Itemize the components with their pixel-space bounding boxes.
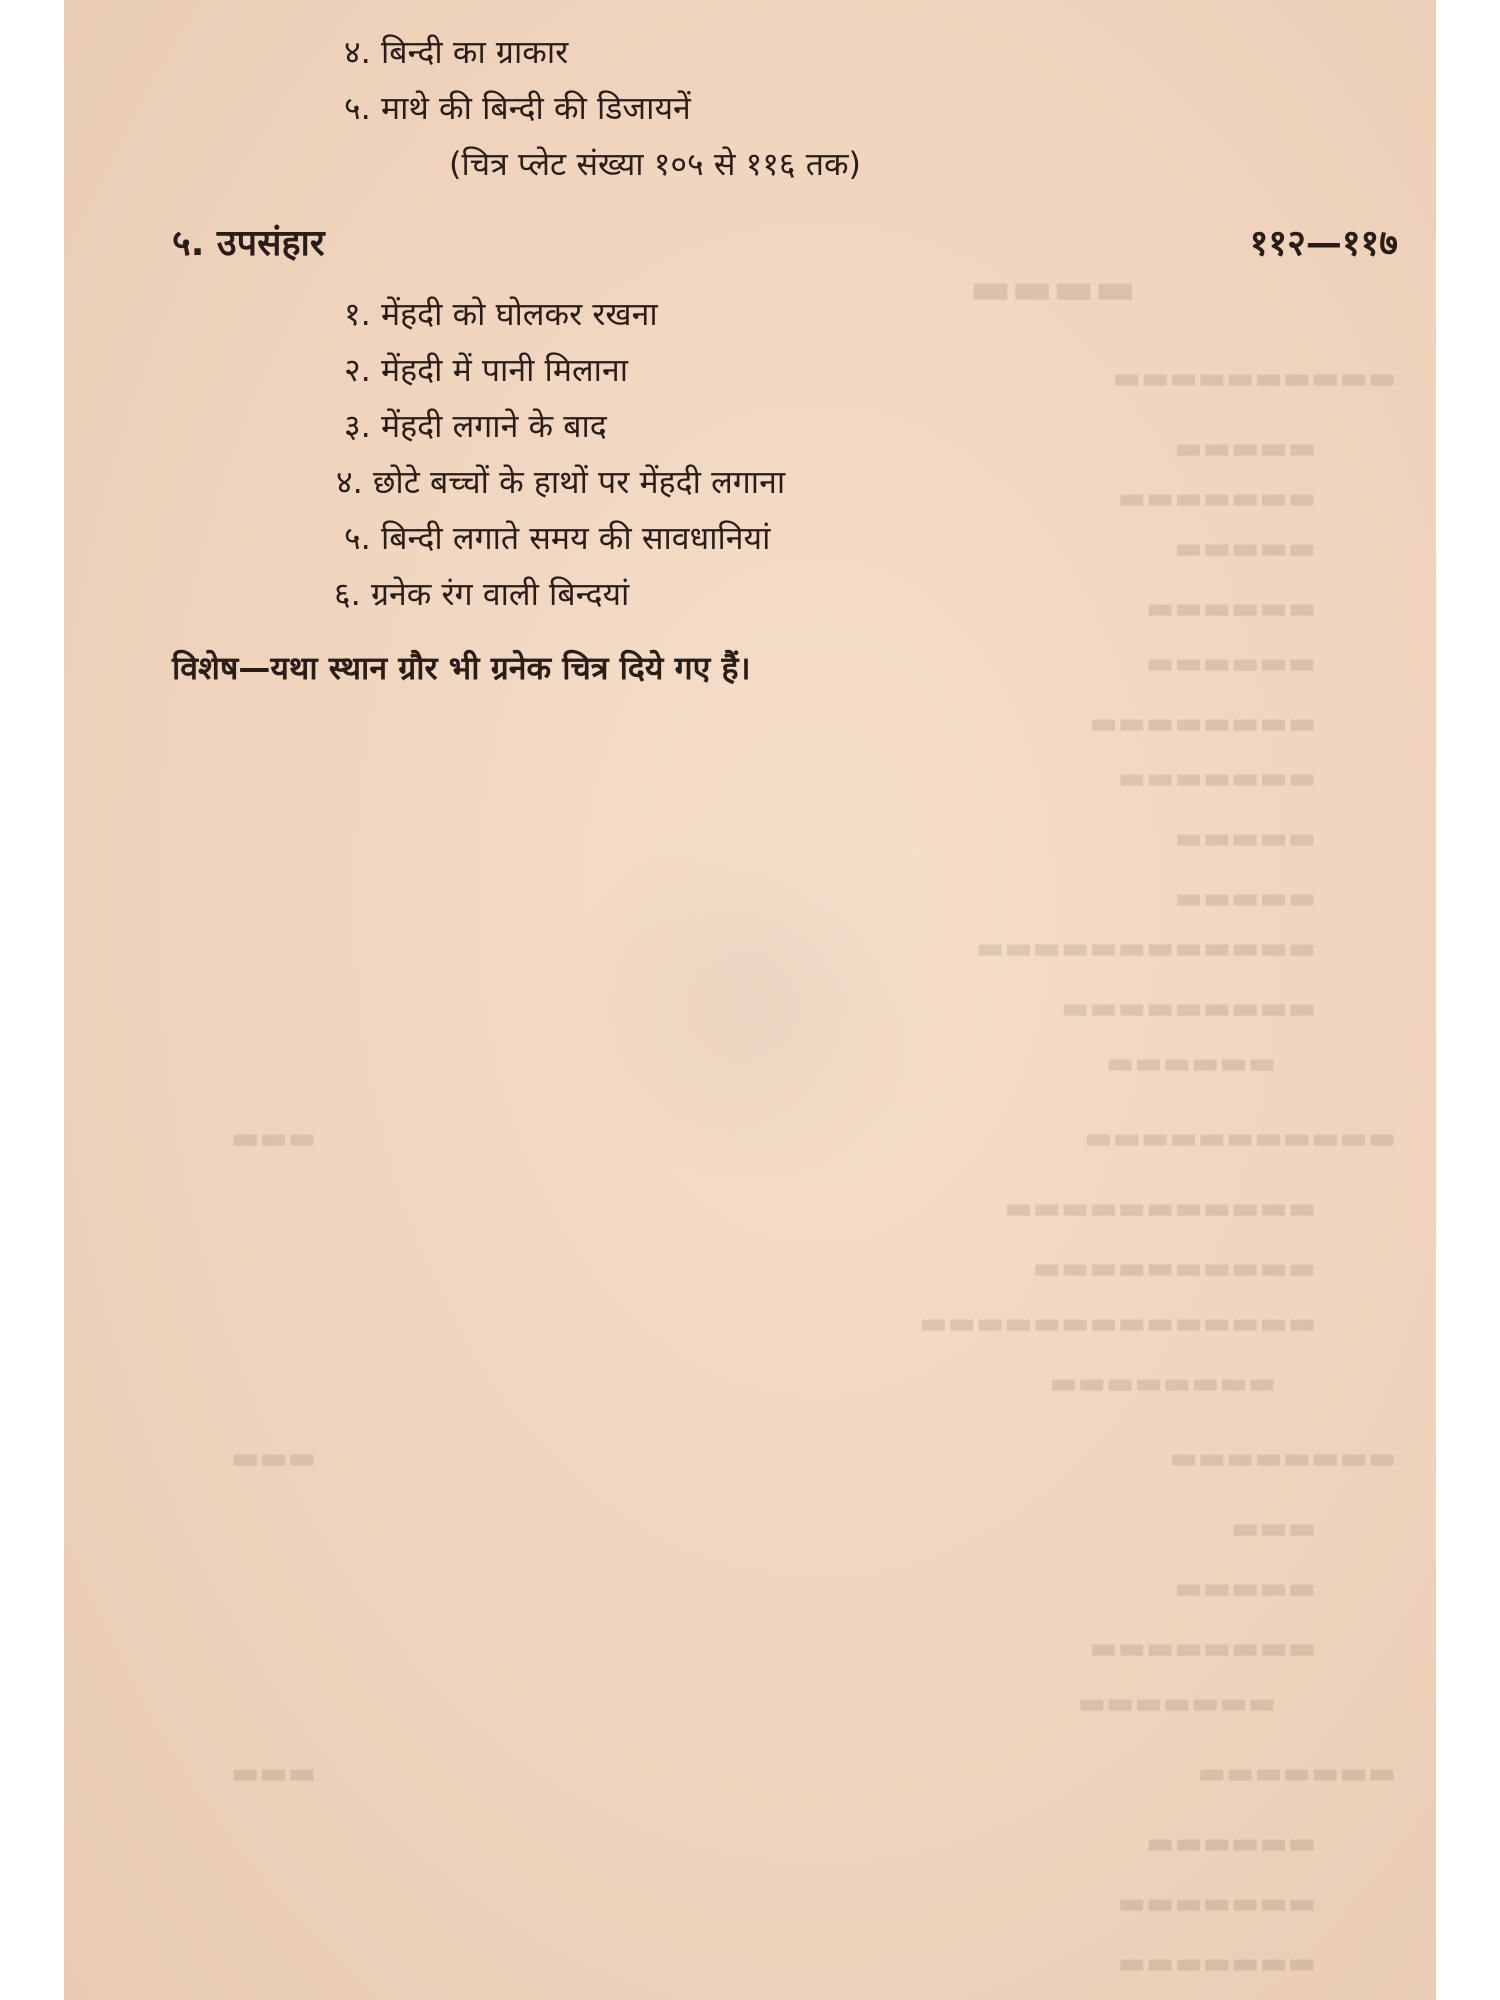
plate-reference-note: (चित्र प्लेट संख्या १०५ से ११६ तक) [449, 145, 862, 183]
list-item: ४. बिन्दी का ग्राकार [344, 33, 569, 71]
reverse-side-bleed-through: ▬▬▬▬ ▬▬▬▬▬▬▬▬▬▬ ▬▬▬▬▬ ▬▬▬▬▬▬▬ ▬▬▬▬▬ ▬▬▬▬▬▬ ▬▬▬▬▬▬ ▬▬▬▬▬▬▬▬ ▬▬▬▬▬▬▬ ▬▬▬▬▬ ▬▬▬▬▬ ▬▬▬▬▬▬▬▬▬▬▬▬ ▬▬▬▬▬▬▬▬▬ ▬▬▬▬▬▬ ▬▬▬▬▬▬▬▬▬▬▬ ▬▬▬ ▬▬▬▬▬▬▬▬▬▬▬ ▬▬▬▬▬▬▬▬▬▬ ▬▬▬▬▬▬▬▬▬▬▬▬▬▬ ▬▬▬▬▬▬▬▬ ▬▬▬▬▬▬▬▬ ▬▬▬ ▬▬▬ ▬▬▬▬▬ ▬▬▬▬▬▬▬▬ ▬▬▬▬▬▬▬ ▬▬▬▬▬▬▬ ▬▬▬ ▬▬▬▬▬▬ ▬▬▬▬▬▬▬ ▬▬▬▬▬▬▬ [230, 263, 1396, 1981]
list-item: ५. माथे की बिन्दी की डिजायनें [344, 89, 691, 127]
special-note: विशेष—यथा स्थान ग्रौर भी ग्रनेक चित्र दिये गए हैं। [172, 649, 751, 687]
section-page-range: ११२—११७ [1249, 223, 1398, 264]
list-item: ५. बिन्दी लगाते समय की सावधानियां [344, 519, 771, 557]
document-page [64, 0, 1436, 2000]
list-item: ३. मेंहदी लगाने के बाद [344, 407, 607, 445]
list-item: ६. ग्रनेक रंग वाली बिन्दयां [334, 575, 630, 613]
list-item: २. मेंहदी में पानी मिलाना [344, 351, 629, 389]
list-item: ४. छोटे बच्चों के हाथों पर मेंहदी लगाना [336, 463, 786, 501]
page-stain [544, 820, 964, 1180]
section-title: ५. उपसंहार [172, 223, 325, 264]
list-item: १. मेंहदी को घोलकर रखना [344, 295, 658, 333]
